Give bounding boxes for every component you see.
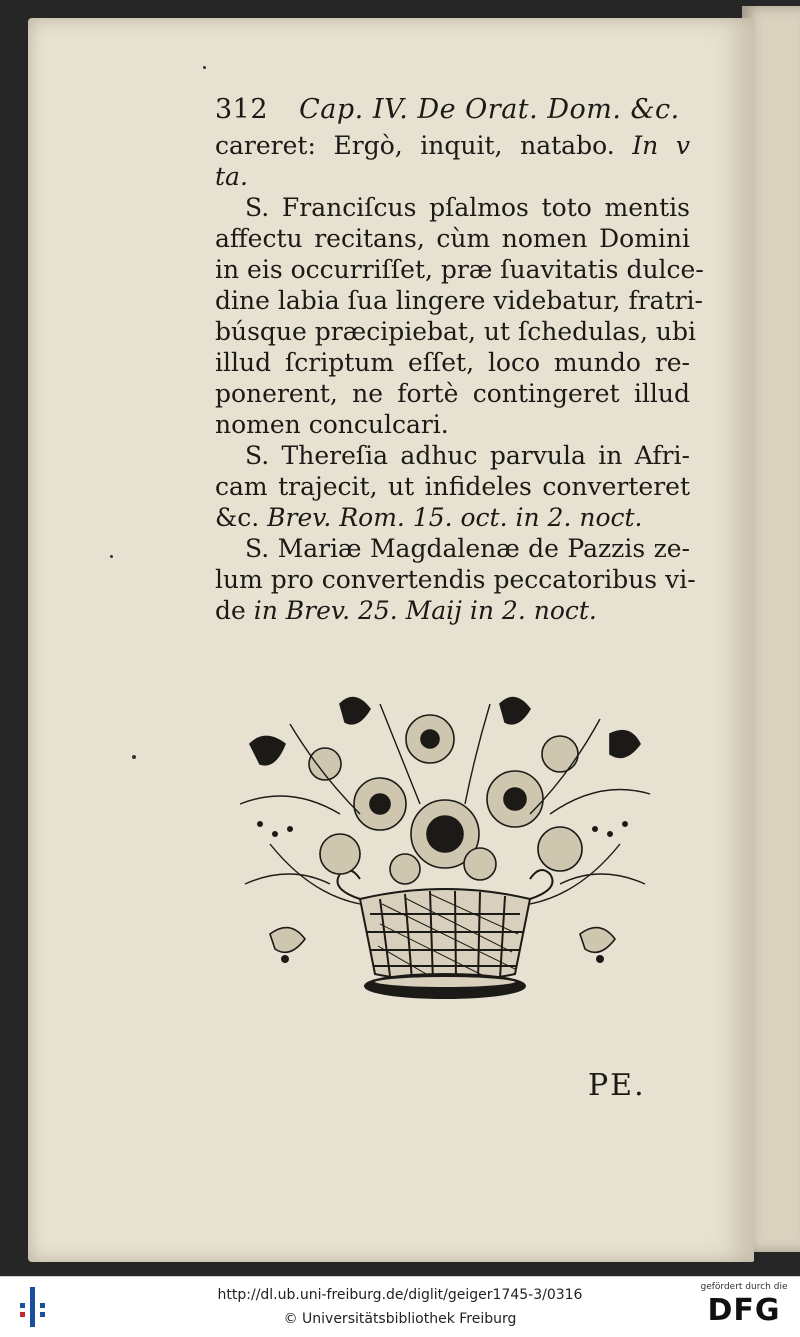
text-line [215,285,704,316]
paper-speck [132,755,136,759]
line-text: dine labia ſua lingere videbatur, fratri- [215,286,704,315]
permalink-url[interactable]: http://dl.ub.uni-freiburg.de/diglit/geiger1745-3/0316 [217,1287,583,1303]
line-text: careret: Ergò, inquit, natabo. [215,131,615,160]
line-text: nomen conculcari. [215,410,449,439]
catchword: PE. [588,1068,646,1103]
line-text: ponerent, ne fortè contingeret illud [215,379,690,408]
text-block [215,90,704,626]
line-text: S. Franciſcus pſalmos toto mentis [245,193,690,222]
text-line [215,440,690,471]
text-line [215,502,690,533]
line-italic-text: ta. [215,162,248,191]
page-number: 312 [215,94,269,125]
line-text: in eis occurriſſet, præ ſuavitatis dulce- [215,255,704,284]
text-line [215,316,696,347]
line-text: cam trajecit, ut infideles converteret [215,472,690,501]
sponsor-caption: gefördert durch die [700,1282,788,1292]
line-text: S. Mariæ Magdalenæ de Pazzis ze- [245,534,690,563]
line-text: &c. [215,503,260,532]
text-line [215,223,690,254]
text-line [215,254,704,285]
line-italic-text: in Brev. 25. Maij in 2. noct. [253,596,597,625]
text-line [215,533,690,564]
dfg-wordmark: DFG [707,1293,781,1328]
text-line [215,130,690,161]
line-text: illud ſcriptum eſſet, loco mundo re- [215,348,690,377]
paper-speck [110,555,113,558]
running-title: Cap. IV. De Orat. Dom. &c. [299,94,680,125]
text-line [215,471,690,502]
text-line [215,409,690,440]
text-line [215,564,696,595]
copyright-notice: © Universitätsbibliothek Freiburg [283,1311,517,1327]
dfg-logo-icon [696,1281,792,1333]
line-italic-text: In v [632,131,691,160]
line-text: S. Thereſia adhuc parvula in Afri- [245,441,690,470]
text-line [215,161,690,192]
line-italic-text: Brev. Rom. 15. oct. in 2. noct. [267,503,643,532]
text-line [215,378,690,409]
running-head [215,90,690,130]
library-footer [0,1276,800,1337]
text-line [215,192,690,223]
body-text [215,130,704,626]
line-text: lum pro convertendis peccatoribus vi- [215,565,696,594]
text-line [215,347,690,378]
text-line [215,595,690,626]
line-text: affectu recitans, cùm nomen Domini [215,224,690,253]
line-text: de [215,596,246,625]
paper-speck [203,66,206,69]
line-text: búsque præcipiebat, ut ſchedulas, ubi [215,317,696,346]
flower-basket-ornament-icon [230,684,660,1014]
